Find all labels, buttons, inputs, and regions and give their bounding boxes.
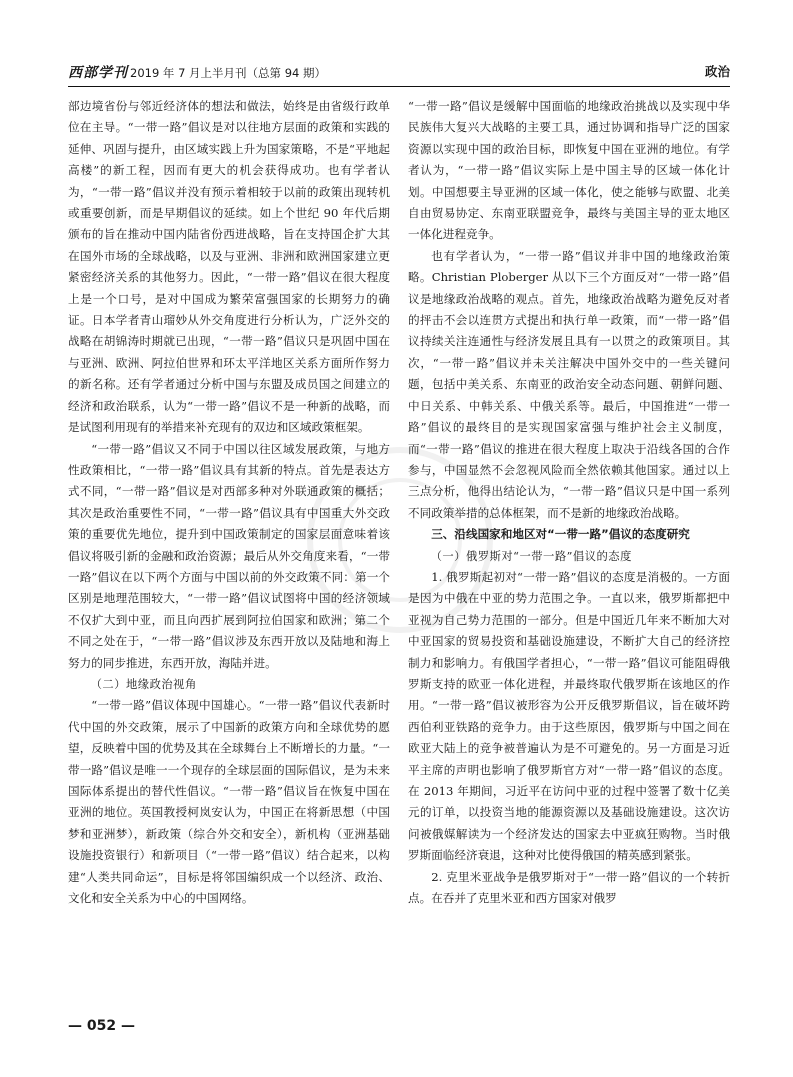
journal-masthead — [68, 62, 326, 82]
section-label: 政治 — [704, 64, 730, 79]
paragraph: 1. 俄罗斯起初对“一带一路”倡议的态度是消极的。一方面是因为中俄在中亚的势力范围之争。一直以来，俄罗斯都把中亚视为自己势力范围的一部分。但是中国近几年来不断加大对中亚国家的贸易投资和基础设施建设，不断扩大自己的经济控制力和影响力。有俄国学者担心，“一带一路”倡议可能阻碍俄罗斯支持的欧亚一体化进程，并最终取代俄罗斯在该地区的作用。“一带一路”倡议被形容为公开反俄罗斯倡议，旨在破坏跨西伯利亚铁路的竞争力。由于这些原因，俄罗斯与中国之间在欧亚大陆上的竞争被普遍认为是不可避免的。另一方面是习近平主席的声明也影响了俄罗斯官方对“一带一路”倡议的态度。在 2013 年期间，习近平在访问中亚的过程中签署了数十亿美元的订单，以投资当地的能源资源以及基础设施建设。这次访问被俄媒解读为一个经济发达的国家去中亚疯狂购物。当时俄罗斯面临经济衰退，这种对比使得俄国的精英感到紧张。 — [408, 569, 730, 863]
subsection-heading: （二）地缘政治视角 — [90, 677, 197, 691]
right-column — [408, 96, 730, 909]
running-header — [68, 60, 730, 86]
section-heading: 三、沿线国家和地区对“一带一路”倡议的态度研究 — [431, 527, 690, 542]
journal-logo: 西部学刊 — [68, 65, 128, 81]
paragraph-continued: “一带一路”倡议是缓解中国面临的地缘政治挑战以及实现中华民族伟大复兴大战略的主要工具，通过协调和指导广泛的国家资源以实现中国的政治目标，即恢复中国在亚洲的地位。有学者认为，“一带一路”倡议实际上是中国主导的区域一体化计划。中国想要主导亚洲的区域一体化，使之能够与欧盟、北美自由贸易协定、东南亚联盟竞争，最终与美国主导的亚太地区一体化进程竞争。 — [408, 99, 730, 242]
paragraph: 也有学者认为，“一带一路”倡议并非中国的地缘政治策略。Christian Ploberger 从以下三个方面反对“一带一路”倡议是地缘政治战略的观点。首先，地缘政治战略为避免反对者的抨击不会以连贯方式提出和执行单一政策，而“一带一路”倡议持续关注连通性与经济发展且具有一以贯之的政策项目。其次，“一带一路”倡议并未关注解决中国外交中的一些关键问题，包括中美关系、东南亚的政治安全动态问题、朝鲜问题、中日关系、中韩关系、中俄关系等。最后，中国推进“一带一路”倡议的最终目的是实现国家富强与维护社会主义制度，而“一带一路”倡议的推进在很大程度上取决于沿线各国的合作参与，中国显然不会忽视风险而全然依赖其他国家。通过以上三点分析，他得出结论认为，“一带一路”倡议只是中国一系列不同政策举措的总体框架，而不是新的地缘政治战略。 — [408, 248, 730, 520]
header-rule — [68, 86, 730, 87]
issue-info: 2019 年 7 月上半月刊（总第 94 期） — [130, 66, 326, 80]
subsection-heading: （一）俄罗斯对“一带一路”倡议的态度 — [430, 549, 632, 563]
paragraph: 2. 克里米亚战争是俄罗斯对于“一带一路”倡议的一个转折点。在吞并了克里米亚和西方国家对俄罗 — [408, 869, 730, 906]
paragraph: “一带一路”倡议又不同于中国以往区域发展政策，与地方性政策相比，“一带一路”倡议具有其新的特点。首先是表达方式不同，“一带一路”倡议是对西部多种对外联通政策的概括；其次是政治重要性不同，“一带一路”倡议具有中国重大外交政策的重要优先地位，提升到中国政策制定的国家层面意味着该倡议将吸引新的金融和政治资源；最后从外交角度来看，“一带一路”倡议在以下两个方面与中国以前的外交政策不同：第一个区别是地理范围较大，“一带一路”倡议试图将中国的经济领域不仅扩大到中亚，而且向西扩展到阿拉伯国家和欧洲；第二个不同之处在于，“一带一路”倡议涉及东西开放以及陆地和海上努力的同步推进，东西开放，海陆并进。 — [68, 441, 390, 670]
paragraph-continued: 部边境省份与邻近经济体的想法和做法，始终是由省级行政单位在主导。“一带一路”倡议是对以往地方层面的政策和实践的延伸、巩固与提升，由区域实践上升为国家策略，不是“平地起高楼”的新工程，因而有更大的机会获得成功。也有学者认为，“一带一路”倡议并没有预示着相较于以前的政策出现转机或重要创新，而是早期倡议的延续。如上个世纪 90 年代后期颁布的旨在推动中国内陆省份西进战略，旨在支持国企扩大其在国外市场的全球战略，以及与亚洲、非洲和欧洲国家建立更紧密经济关系的其他努力。因此，“一带一路”倡议在很大程度上是一个口号，是对中国成为繁荣富强国家的长期努力的确证。日本学者青山瑠妙从外交角度进行分析认为，广泛外交的战略在胡锦涛时期就已出现，“一带一路”倡议只是巩固中国在与亚洲、欧洲、阿拉伯世界和环太平洋地区关系方面所作努力的新名称。还有学者通过分析中国与东盟及成员国之间建立的经济和政治联系，认为“一带一路”倡议不是一种新的战略，而是试图利用现有的举措来补充现有的双边和区域政策框架。 — [68, 99, 390, 435]
paragraph: “一带一路”倡议体现中国雄心。“一带一路”倡议代表新时代中国的外交政策，展示了中国新的政策方向和全球优势的愿望，反映着中国的优势及其在全球舞台上不断增长的力量。“一带一路”倡议是唯一一个现存的全球层面的国际倡议，是为未来国际体系提出的替代性倡议。“一带一路”倡议旨在恢复中国在亚洲的地位。英国教授柯岚安认为，中国正在将新思想（中国梦和亚洲梦），新政策（综合外交和安全），新机构（亚洲基础设施投资银行）和新项目（“一带一路”倡议）结合起来，以构建“人类共同命运”，目标是将邻国编织成一个以经济、政治、文化和安全关系为中心的中国网络。 — [68, 698, 390, 906]
page-number: — 052 — — [68, 1018, 135, 1034]
left-column — [68, 96, 390, 909]
